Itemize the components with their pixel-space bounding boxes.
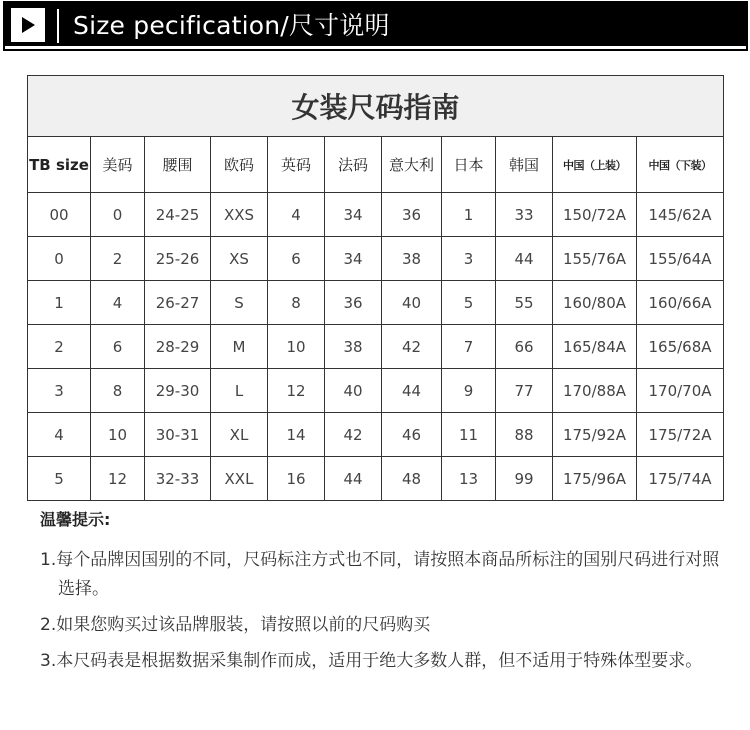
column-header: 欧码 <box>211 137 268 193</box>
table-cell: 40 <box>325 369 382 413</box>
table-cell: 175/72A <box>637 413 724 457</box>
table-cell: 99 <box>496 457 553 501</box>
table-cell: XXL <box>211 457 268 501</box>
table-cell: 33 <box>496 193 553 237</box>
column-header: TB size <box>28 137 91 193</box>
table-body <box>28 193 724 501</box>
notes-title: 温馨提示: <box>40 510 111 529</box>
table-cell: XL <box>211 413 268 457</box>
table-row <box>28 193 724 237</box>
table-cell: 13 <box>442 457 496 501</box>
column-header: 中国（下装） <box>637 137 724 193</box>
table-row <box>28 369 724 413</box>
table-cell: 12 <box>91 457 145 501</box>
table-row <box>28 237 724 281</box>
column-header: 中国（上装） <box>553 137 637 193</box>
table-row <box>28 325 724 369</box>
table-cell: 36 <box>382 193 442 237</box>
table-cell: 40 <box>382 281 442 325</box>
table-cell: 155/76A <box>553 237 637 281</box>
table-cell: 170/88A <box>553 369 637 413</box>
table-cell: 38 <box>382 237 442 281</box>
table-cell: 160/80A <box>553 281 637 325</box>
table-cell: 10 <box>91 413 145 457</box>
table-cell: 3 <box>442 237 496 281</box>
table-cell: 6 <box>268 237 325 281</box>
table-cell: 34 <box>325 237 382 281</box>
table-cell: 175/92A <box>553 413 637 457</box>
table-cell: 4 <box>91 281 145 325</box>
table-cell: 14 <box>268 413 325 457</box>
table-header-row <box>28 137 724 193</box>
table-cell: 66 <box>496 325 553 369</box>
table-cell: XS <box>211 237 268 281</box>
column-header: 腰围 <box>145 137 211 193</box>
size-table <box>27 75 724 501</box>
play-triangle-icon <box>11 8 45 42</box>
table-cell: 8 <box>91 369 145 413</box>
table-cell: 42 <box>382 325 442 369</box>
table-cell: 44 <box>325 457 382 501</box>
column-header: 英码 <box>268 137 325 193</box>
table-cell: 16 <box>268 457 325 501</box>
table-cell: 9 <box>442 369 496 413</box>
table-cell: 2 <box>28 325 91 369</box>
table-cell: 4 <box>268 193 325 237</box>
note-item: 1.每个品牌因国别的不同，尺码标注方式也不同，请按照本商品所标注的国别尺码进行对照选择。 <box>40 550 720 599</box>
column-header: 法码 <box>325 137 382 193</box>
header-bar <box>5 3 746 49</box>
table-cell: 11 <box>442 413 496 457</box>
table-row <box>28 413 724 457</box>
header-title: Size pecification/尺寸说明 <box>73 11 390 40</box>
table-cell: S <box>211 281 268 325</box>
table-cell: 5 <box>442 281 496 325</box>
table-cell: 175/74A <box>637 457 724 501</box>
table-cell: 0 <box>91 193 145 237</box>
column-header: 日本 <box>442 137 496 193</box>
table-cell: 160/66A <box>637 281 724 325</box>
column-header: 意大利 <box>382 137 442 193</box>
table-cell: 46 <box>382 413 442 457</box>
table-cell: 24-25 <box>145 193 211 237</box>
note-item: 3.本尺码表是根据数据采集制作而成，适用于绝大多数人群，但不适用于特殊体型要求。 <box>40 651 703 671</box>
table-cell: 44 <box>496 237 553 281</box>
table-cell: 44 <box>382 369 442 413</box>
table-row <box>28 457 724 501</box>
table-cell: 88 <box>496 413 553 457</box>
table-cell: 175/96A <box>553 457 637 501</box>
table-cell: 0 <box>28 237 91 281</box>
table-cell: 2 <box>91 237 145 281</box>
table-cell: 3 <box>28 369 91 413</box>
table-cell: 77 <box>496 369 553 413</box>
table-cell: 30-31 <box>145 413 211 457</box>
table-cell: 38 <box>325 325 382 369</box>
table-cell: 165/68A <box>637 325 724 369</box>
table-cell: 36 <box>325 281 382 325</box>
table-cell: 145/62A <box>637 193 724 237</box>
column-header: 美码 <box>91 137 145 193</box>
table-cell: 155/64A <box>637 237 724 281</box>
table-cell: 1 <box>28 281 91 325</box>
table-cell: 5 <box>28 457 91 501</box>
table-cell: 8 <box>268 281 325 325</box>
table-cell: 34 <box>325 193 382 237</box>
table-cell: XXS <box>211 193 268 237</box>
table-cell: 48 <box>382 457 442 501</box>
table-cell: 29-30 <box>145 369 211 413</box>
table-cell: L <box>211 369 268 413</box>
table-cell: 150/72A <box>553 193 637 237</box>
table-cell: 12 <box>268 369 325 413</box>
table-cell: 28-29 <box>145 325 211 369</box>
table-cell: 165/84A <box>553 325 637 369</box>
table-row <box>28 281 724 325</box>
notes-section <box>40 508 720 676</box>
header-divider <box>57 9 59 43</box>
table-cell: 55 <box>496 281 553 325</box>
table-cell: 7 <box>442 325 496 369</box>
table-title: 女装尺码指南 <box>28 76 724 137</box>
table-cell: 26-27 <box>145 281 211 325</box>
table-cell: 10 <box>268 325 325 369</box>
table-cell: 42 <box>325 413 382 457</box>
note-item: 2.如果您购买过该品牌服装，请按照以前的尺码购买 <box>40 615 431 635</box>
table-cell: 170/70A <box>637 369 724 413</box>
table-cell: 6 <box>91 325 145 369</box>
column-header: 韩国 <box>496 137 553 193</box>
table-cell: 4 <box>28 413 91 457</box>
table-cell: 1 <box>442 193 496 237</box>
table-cell: 32-33 <box>145 457 211 501</box>
table-cell: M <box>211 325 268 369</box>
table-cell: 25-26 <box>145 237 211 281</box>
table-cell: 00 <box>28 193 91 237</box>
